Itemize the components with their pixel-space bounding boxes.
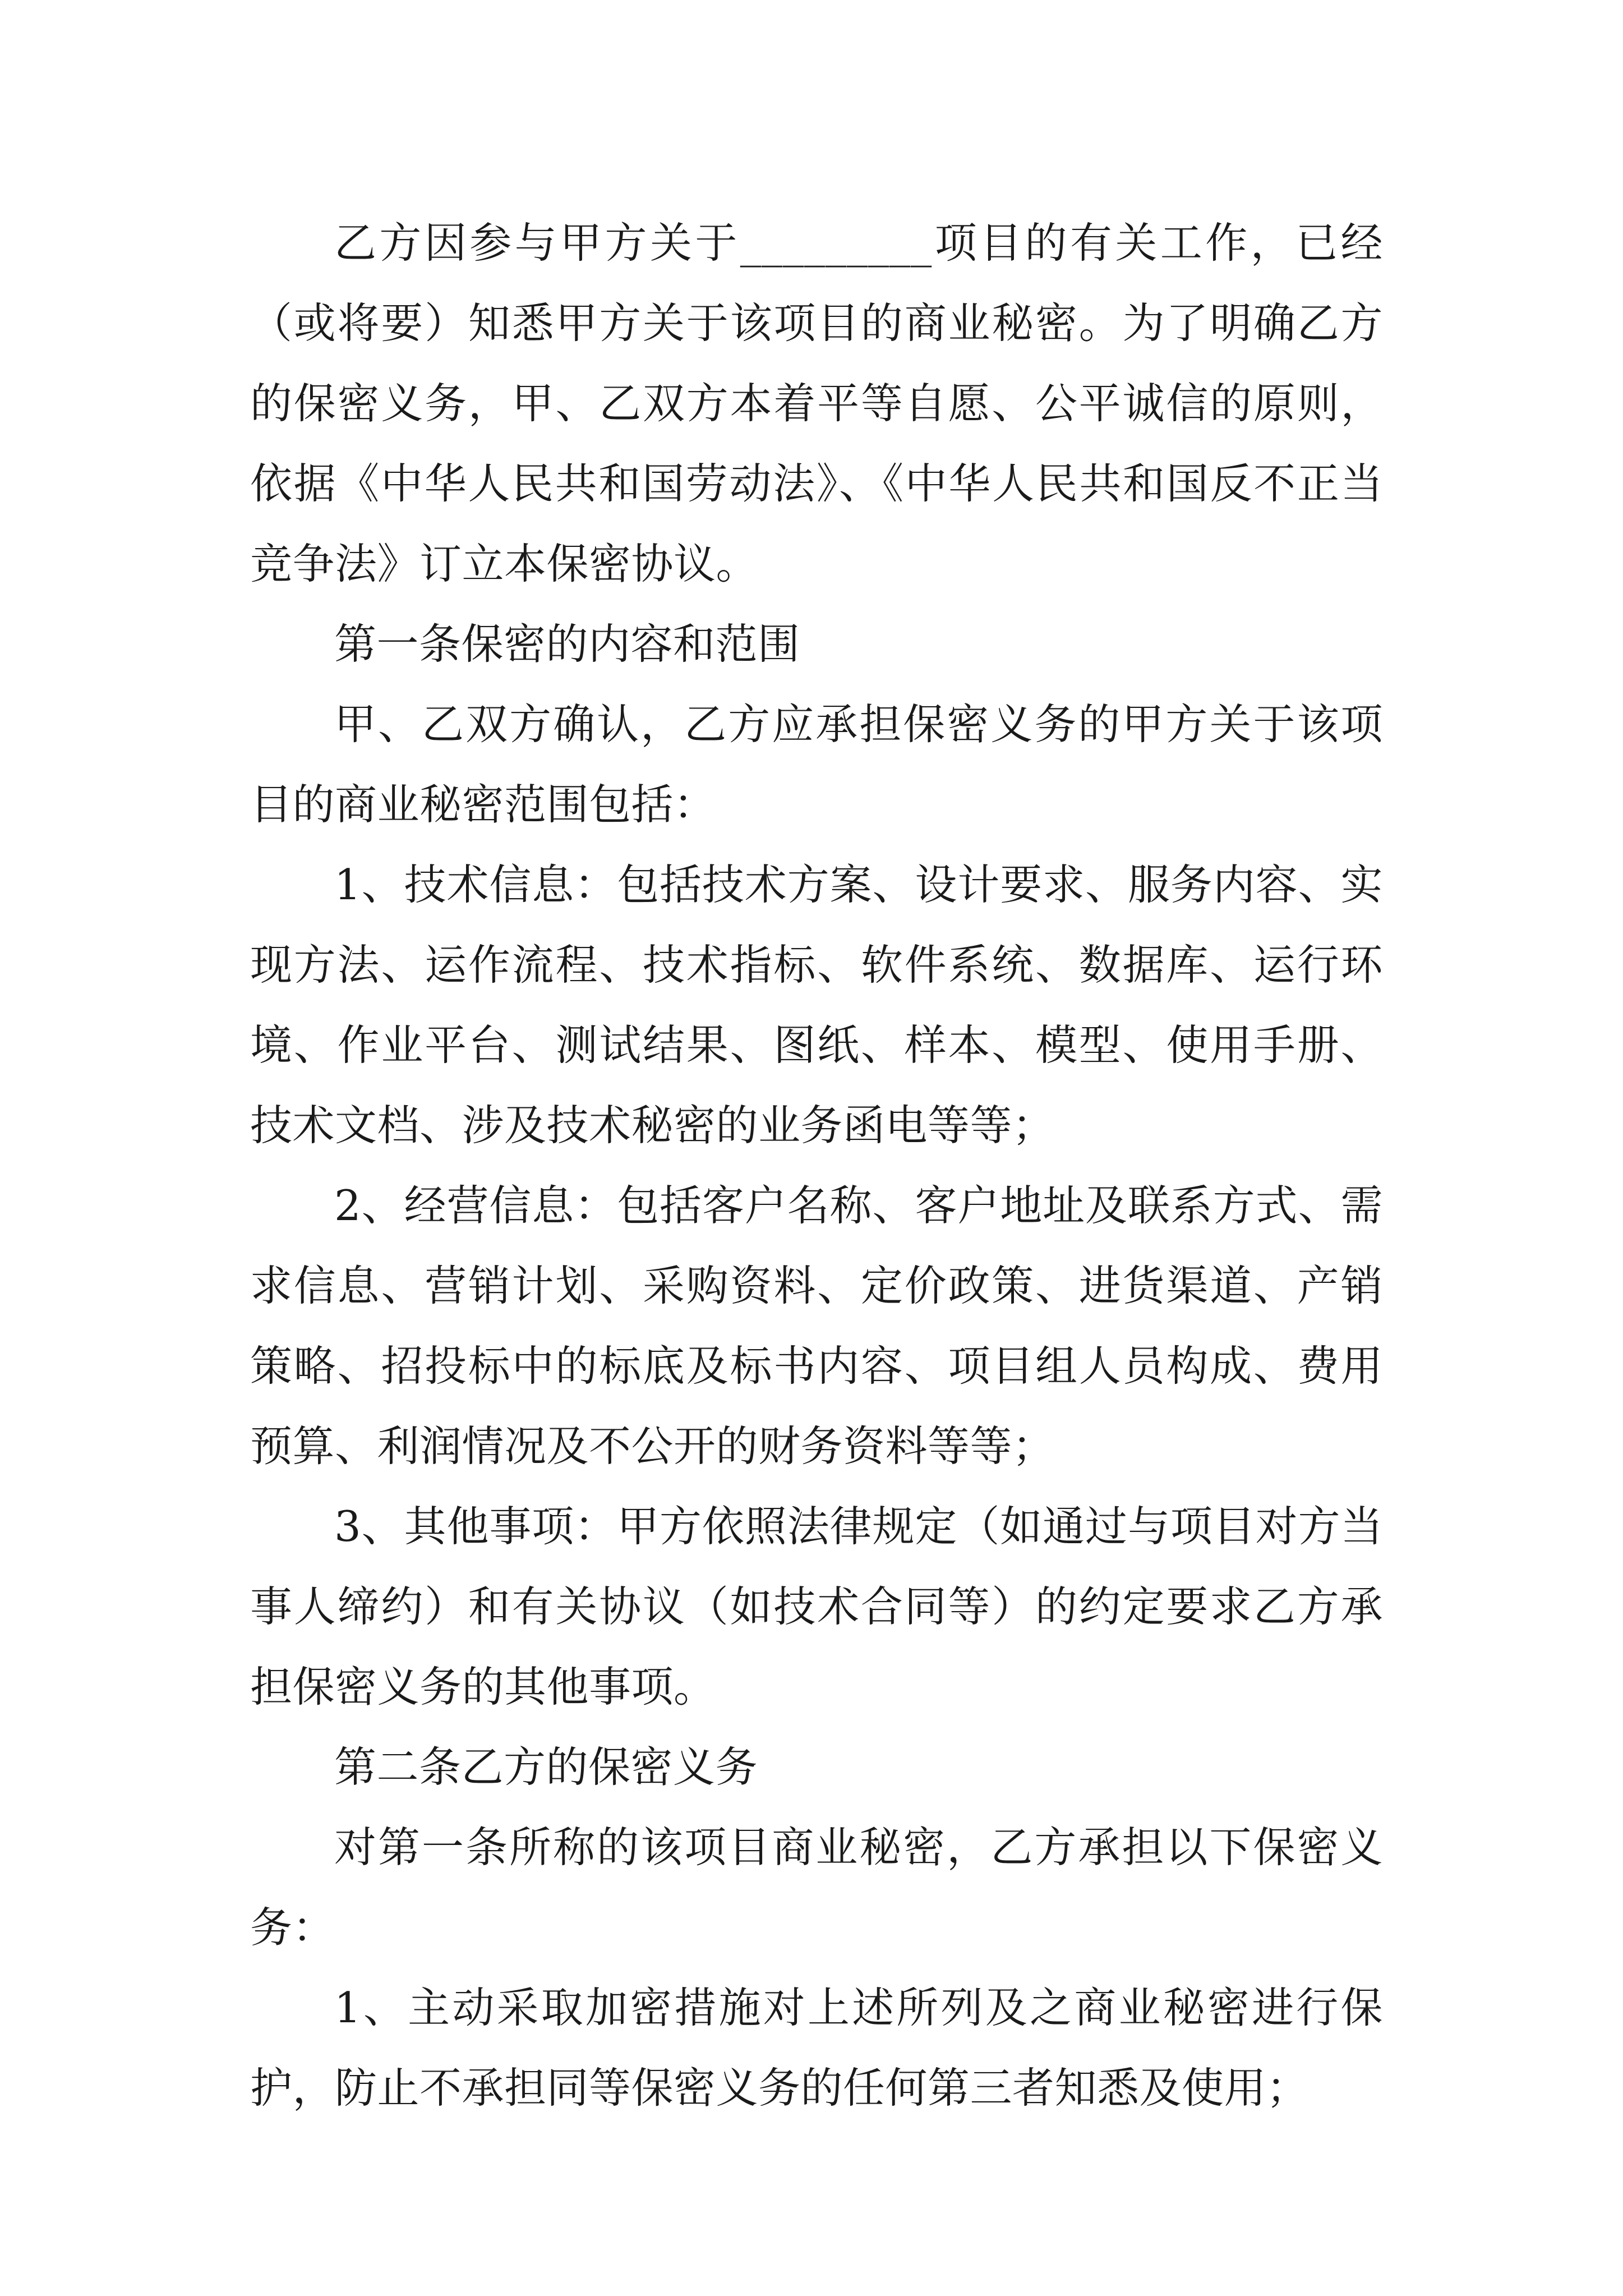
article-2-intro-paragraph: 对第一条所称的该项目商业秘密，乙方承担以下保密义务： <box>250 1823 1383 1952</box>
article-2-heading: 第二条乙方的保密义务 <box>334 1742 758 1792</box>
article-1-scope-paragraph: 甲、乙双方确认，乙方应承担保密义务的甲方关于该项目的商业秘密范围包括： <box>250 700 1383 829</box>
document-body <box>250 203 1383 2128</box>
intro-paragraph: 乙方因参与甲方关于_________项目的有关工作，已经（或将要）知悉甲方关于该项目的商业秘密。为了明确乙方的保密义务，甲、乙双方本着平等自愿、公平诚信的原则，依据《中华人民共和国劳动法》、《中华人民共和国反不正当竞争法》订立本保密协议。 <box>250 218 1383 588</box>
business-info-paragraph: 2、经营信息：包括客户名称、客户地址及联系方式、需求信息、营销计划、采购资料、定价政策、进货渠道、产销策略、招投标中的标底及标书内容、项目组人员构成、费用预算、利润情况及不公开的财务资料等等； <box>250 1181 1383 1471</box>
other-matters-paragraph: 3、其他事项：甲方依照法律规定（如通过与项目对方当事人缔约）和有关协议（如技术合同等）的约定要求乙方承担保密义务的其他事项。 <box>250 1502 1383 1711</box>
technical-info-paragraph: 1、技术信息：包括技术方案、设计要求、服务内容、实现方法、运作流程、技术指标、软件系统、数据库、运行环境、作业平台、测试结果、图纸、样本、模型、使用手册、技术文档、涉及技术秘密的业务函电等等； <box>250 860 1383 1150</box>
obligation-1-paragraph: 1、主动采取加密措施对上述所列及之商业秘密进行保护，防止不承担同等保密义务的任何第三者知悉及使用； <box>250 1983 1383 2113</box>
article-1-heading: 第一条保密的内容和范围 <box>334 619 800 669</box>
